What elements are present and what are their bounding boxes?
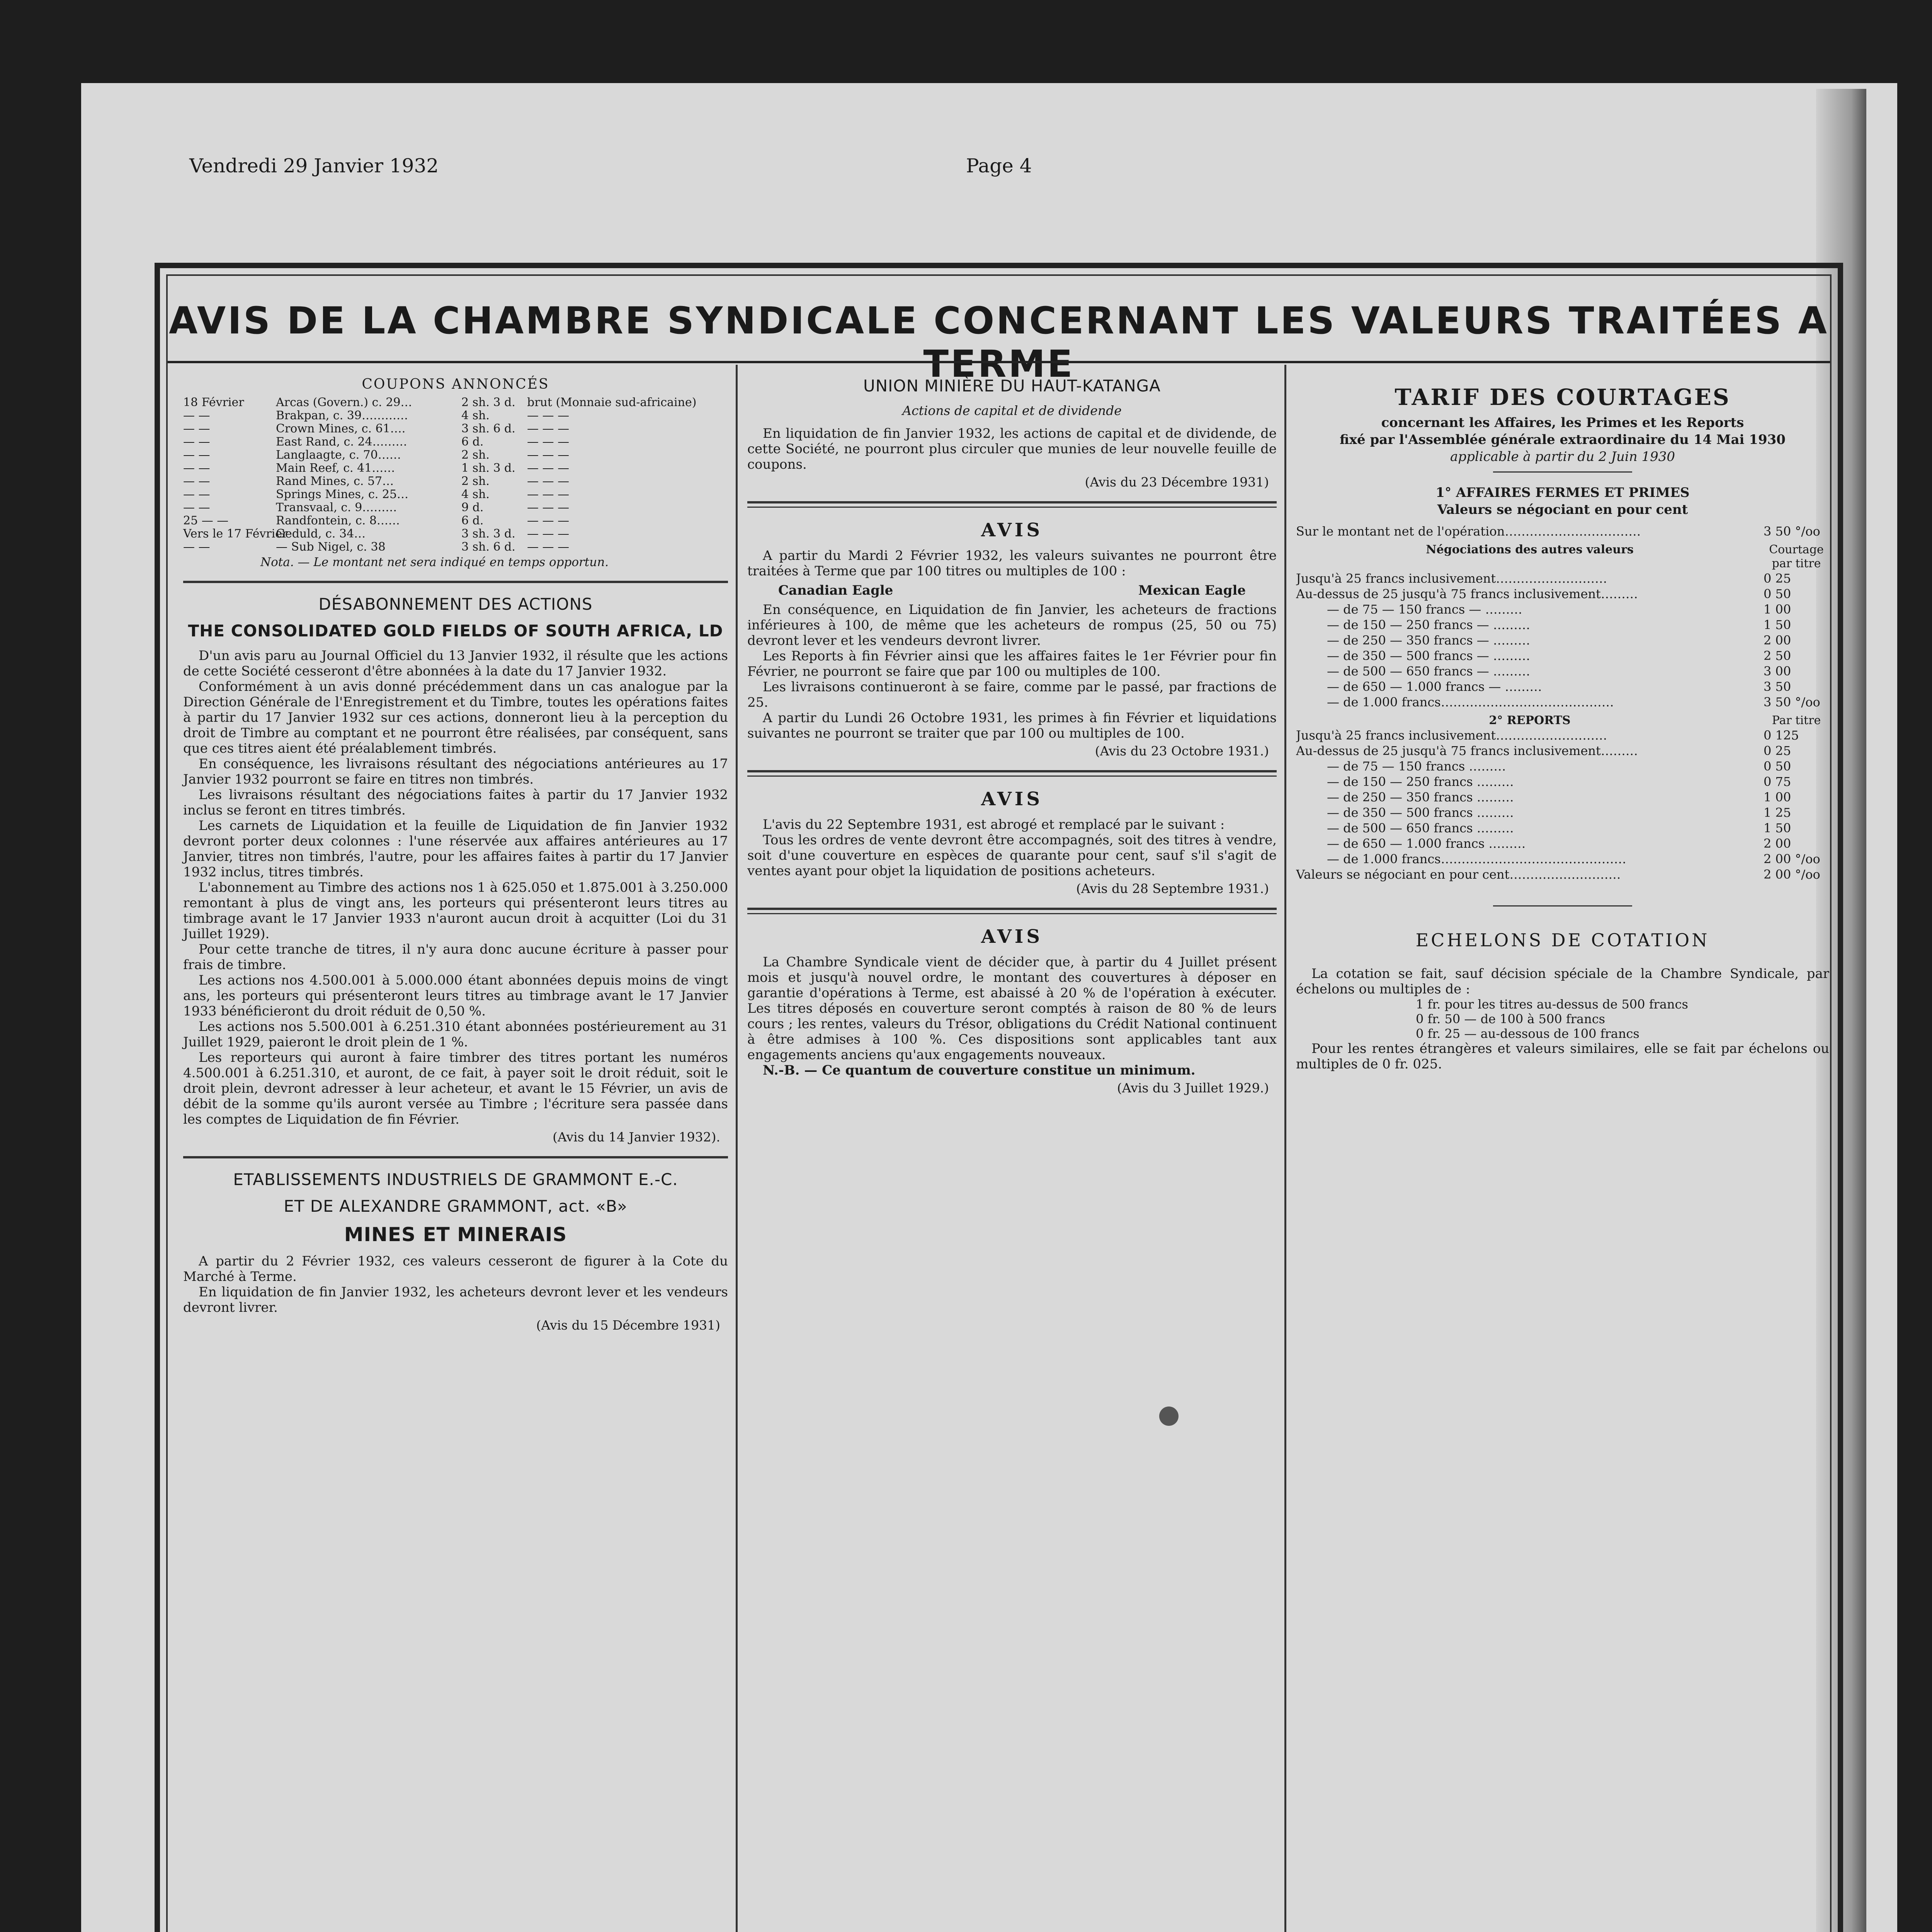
paragraph: Pour les rentes étrangères et valeurs similaires, elle se fait par échelons ou multiples de 0 fr. 025. [1296,1041,1829,1072]
short-rule [1493,905,1632,906]
echelons-title: ECHELONS DE COTATION [1415,930,1710,951]
coupon-row: — — Langlaagte, c. 70…… 2 sh. — — — [183,448,570,462]
tarif-row: — de 650 — 1.000 francs — ……… 3 50 [1327,679,1791,694]
issue-date: Vendredi 29 Janvier 1932 [189,155,439,177]
echelon-row: 0 fr. 25 — au-dessous de 100 francs [1416,1026,1639,1041]
coupons-title: COUPONS ANNONCÉS [362,376,549,392]
coupons-note: Nota. — Le montant net sera indiqué en temps opportun. [260,555,609,569]
paragraph: En conséquence, en Liquidation de fin Janvier, les acheteurs de fractions inférieures à 100, de même que les acheteurs de rompus (25, 50 ou 75) devront lever et les vendeurs devront livrer. [747,602,1277,648]
section-rule [747,770,1277,772]
section-rule [183,581,728,583]
union-miniere-subtitle: Actions de capital et de dividende [902,403,1122,418]
coupon-row: — — Rand Mines, c. 57… 2 sh. — — — [183,474,570,488]
union-miniere-title: UNION MINIÈRE DU HAUT-KATANGA [863,376,1161,395]
coupons-list [183,396,728,554]
paragraph: A partir du Mardi 2 Février 1932, les valeurs suivantes ne pourront être traitées à Terme que par 100 titres ou multiples de 100 : [747,548,1277,579]
tarif-line: concernant les Affaires, les Primes et les Reports [1381,415,1744,430]
paragraph: L'abonnement au Timbre des actions nos 1 à 625.050 et 1.875.001 à 3.250.000 remontant à plus de vingt ans, les porteurs qui présenteront leurs titres au timbrage avant le 17 Janvier 1933 n'auront aucun droit à acquitter (Loi du 31 Juillet 1929). [183,880,728,942]
tarif-table-head [1296,543,1829,571]
tarif-row: — de 650 — 1.000 francs ……… 2 00 [1327,836,1791,851]
paragraph: Les Reports à fin Février ainsi que les affaires faites le 1er Février pour fin Février, ne pourront se faire que par 100 ou multiples de 100. [747,648,1277,679]
tarif-row: — de 75 — 150 francs ……… 0 50 [1327,759,1791,774]
notice-reference: (Avis du 15 Décembre 1931) [536,1318,720,1333]
coupon-row: — — Transvaal, c. 9……… 9 d. — — — [183,501,570,514]
reports-head [1296,714,1829,728]
paragraph: En conséquence, les livraisons résultant des négociations antérieures au 17 Janvier 1932 pourront se faire en titres non timbrés. [183,756,728,787]
paragraph: Conformément à un avis donné précédemment dans un cas analogue par la Direction Générale de l'Enregistrement et du Timbre, toutes les opérations faites à partir du 17 Janvier 1932 sur ces actions, donneront lieu à la perception du droit de Timbre au comptant et ne pourront être réalisées, par conséquent, sans que ces titres aient été préalablement timbrés. [183,679,728,756]
paragraph: Les actions nos 4.500.001 à 5.000.000 étant abonnées depuis moins de vingt ans, les porteurs qui présenteront leurs titres au timbrage avant le 17 Janvier 1933 bénéficieront du droit réduit de 0,50 %. [183,973,728,1019]
tarif-row: Sur le montant net de l'opération…………………………… 3 50 °/oo [1296,524,1820,539]
tarif-row: — de 1.000 francs…………………………………… 3 50 °/oo [1327,695,1820,709]
tarif-row: — de 350 — 500 francs ……… 1 25 [1327,805,1791,820]
paragraph: Les livraisons résultant des négociations faites à partir du 17 Janvier 1932 inclus se feront en titres timbrés. [183,787,728,818]
paragraph: Les reporteurs qui auront à faire timbrer des titres portant les numéros 4.500.001 à 6.251.310, et auront, de ce fait, à payer soit le droit réduit, soit le droit plein, devront adresser à leur acheteur, et avant le 15 Février, un avis de débit de la somme qu'ils auront versée au Timbre ; l'écriture sera passée dans les comptes de Liquidation de fin Février. [183,1050,728,1127]
short-rule [1493,471,1632,473]
section-rule [747,913,1277,914]
notice-frame [155,263,1843,1932]
paragraph: La cotation se fait, sauf décision spéciale de la Chambre Syndicale, par échelons ou multiples de : [1296,966,1829,997]
coupon-row: Vers le 17 Février Geduld, c. 34… 3 sh. 3 d. — — — [183,527,570,541]
tarif-title: TARIF DES COURTAGES [1395,384,1731,410]
coupon-row: — — Brakpan, c. 39………… 4 sh. — — — [183,409,570,422]
column-left [183,372,728,1932]
tarif-row: Valeurs se négociant en pour cent……………………… 2 00 °/oo [1296,867,1820,882]
coupon-row: — — Crown Mines, c. 61…. 3 sh. 6 d. — — — [183,422,570,435]
reports-heading: 2° REPORTS [1489,714,1571,727]
grammont-heading: MINES ET MINERAIS [344,1223,567,1246]
tarif-row: Au-dessus de 25 jusqu'à 75 francs inclusivement……… 0 50 [1296,587,1791,601]
paragraph: L'avis du 22 Septembre 1931, est abrogé et remplacé par le suivant : [763,817,1225,832]
section-subheading: Valeurs se négociant en pour cent [1437,502,1688,517]
tarif-row: — de 150 — 250 francs ……… 0 75 [1327,774,1791,789]
coupon-row: 25 — — Randfontein, c. 8…… 6 d. — — — [183,514,570,527]
avis-heading: AVIS [981,519,1043,541]
section-heading: 1° AFFAIRES FERMES ET PRIMES [1435,485,1690,500]
section-rule [747,908,1277,910]
paragraph: La Chambre Syndicale vient de décider que, à partir du 4 Juillet présent mois et jusqu'à nouvel ordre, le montant des couvertures à déposer en garantie d'opérations à Terme, est abaissé à 20 % de l'opération à exécuter. Les titres déposés en couverture seront comptés à raison de 80 % de leurs cours ; les rentes, valeurs du Trésor, obligations du Crédit National continuent à être admises à 100 %. Ces dispositions sont applicables tant aux engagements anciens qu'aux engagements nouveaux. [747,954,1277,1063]
paragraph-nb: N.-B. — Ce quantum de couverture constitue un minimum. [763,1063,1196,1078]
tarif-row: — de 500 — 650 francs — ……… 3 00 [1327,664,1791,679]
canadian-eagle: Canadian Eagle [778,583,893,598]
coupon-row: — — — Sub Nigel, c. 38 3 sh. 6 d. — — — [183,540,570,554]
courtage-col-heading: Courtage par titre [1769,543,1824,570]
title-rule [168,361,1830,363]
paragraph: A partir du 2 Février 1932, ces valeurs cesseront de figurer à la Cote du Marché à Terme. [183,1253,728,1284]
notice-reference: (Avis du 23 Décembre 1931) [1085,474,1269,490]
paragraph: Les livraisons continueront à se faire, comme par le passé, par fractions de 25. [747,679,1277,710]
tarif-row: — de 500 — 650 francs ……… 1 50 [1327,821,1791,835]
section-rule [183,1156,728,1158]
desabonnement-title: DÉSABONNEMENT DES ACTIONS [318,595,593,614]
tarif-line: applicable à partir du 2 Juin 1930 [1450,449,1675,464]
main-title: AVIS DE LA CHAMBRE SYNDICALE CONCERNANT LES VALEURS TRAITÉES A TERME [169,299,1829,386]
tarif-row: Au-dessus de 25 jusqu'à 75 francs inclusivement……… 0 25 [1296,743,1791,758]
avis-heading: AVIS [981,788,1043,810]
section-rule [747,501,1277,503]
avis-heading: AVIS [981,926,1043,947]
tarif-row: — de 250 — 350 francs — ……… 2 00 [1327,633,1791,648]
tarif-row: — de 150 — 250 francs — ……… 1 50 [1327,617,1791,632]
notice-reference: (Avis du 28 Septembre 1931.) [1076,881,1269,896]
neg-heading: Négociations des autres valeurs [1426,543,1634,556]
section-rule [747,776,1277,777]
coupon-row: 18 Février Arcas (Govern.) c. 29… 2 sh. 3 d. brut (Monnaie sud-africaine) [183,396,697,409]
par-titre-heading: Par titre [1772,714,1821,727]
column-rule [1284,365,1286,1932]
coupon-row: — — Main Reef, c. 41…… 1 sh. 3 d. — — — [183,461,570,475]
company-name: THE CONSOLIDATED GOLD FIELDS OF SOUTH AFRICA, LD [188,621,723,640]
tarif-line: fixé par l'Assemblée générale extraordinaire du 14 Mai 1930 [1340,432,1786,447]
paragraph: Tous les ordres de vente devront être accompagnés, soit des titres à vendre, soit d'une couverture en espèces de quarante pour cent, sauf s'il s'agit de ventes ayant pour objet la liquidation de positions acheteurs. [747,832,1277,879]
tarif-row: Jusqu'à 25 francs inclusivement……………………… 0 25 [1296,571,1791,586]
grammont-subtitle: ET DE ALEXANDRE GRAMMONT, act. «B» [284,1197,628,1216]
notice-frame-inner [166,274,1832,1932]
echelon-row: 0 fr. 50 — de 100 à 500 francs [1416,1012,1605,1026]
eagle-pair [747,583,1277,598]
coupon-row: — — East Rand, c. 24……… 6 d. — — — [183,435,570,449]
grammont-title: ETABLISSEMENTS INDUSTRIELS DE GRAMMONT E.-C. [233,1170,678,1189]
tarif-row: Jusqu'à 25 francs inclusivement……………………… 0 125 [1296,728,1799,743]
column-rule [736,365,738,1932]
paragraph: Les actions nos 5.500.001 à 6.251.310 étant abonnées postérieurement au 31 Juillet 1929, paieront le droit plein de 1 %. [183,1019,728,1050]
tarif-row: — de 350 — 500 francs — ……… 2 50 [1327,648,1791,663]
ink-spot [1159,1406,1179,1426]
tarif-row: — de 250 — 350 francs ……… 1 00 [1327,790,1791,804]
tarif-row: — de 1.000 francs……………………………………… 2 00 °/oo [1327,852,1820,866]
paragraph: En liquidation de fin Janvier 1932, les actions de capital et de dividende, de cette Société, ne pourront plus circuler que munies de leur nouvelle feuille de coupons. [747,426,1277,472]
column-right [1296,372,1829,1932]
coupon-row: — — Springs Mines, c. 25… 4 sh. — — — [183,488,570,501]
paragraph: Pour cette tranche de titres, il n'y aura donc aucune écriture à passer pour frais de timbre. [183,942,728,973]
column-middle [747,372,1277,1932]
notice-reference: (Avis du 14 Janvier 1932). [553,1129,720,1145]
notice-reference: (Avis du 23 Octobre 1931.) [1095,743,1269,759]
notice-reference: (Avis du 3 Juillet 1929.) [1117,1080,1269,1095]
page-number: Page 4 [966,155,1032,177]
echelon-row: 1 fr. pour les titres au-dessus de 500 francs [1416,997,1688,1012]
paragraph: A partir du Lundi 26 Octobre 1931, les primes à fin Février et liquidations suivantes ne pourront se traiter que par 100 ou multiples de 100. [747,710,1277,741]
paragraph: En liquidation de fin Janvier 1932, les acheteurs devront lever et les vendeurs devront livrer. [183,1284,728,1315]
section-rule [747,507,1277,508]
paragraph: D'un avis paru au Journal Officiel du 13 Janvier 1932, il résulte que les actions de cette Société cesseront d'être abonnées à la date du 17 Janvier 1932. [183,648,728,679]
paragraph: Les carnets de Liquidation et la feuille de Liquidation de fin Janvier 1932 devront porter deux colonnes : l'une réservée aux affaires antérieures au 17 Janvier, titres non timbrés, l'autre, pour les affaires faites à partir du 17 Janvier 1932 inclus, titres timbrés. [183,818,728,880]
mexican-eagle: Mexican Eagle [1138,583,1246,598]
tarif-row: — de 75 — 150 francs — ……… 1 00 [1327,602,1791,617]
